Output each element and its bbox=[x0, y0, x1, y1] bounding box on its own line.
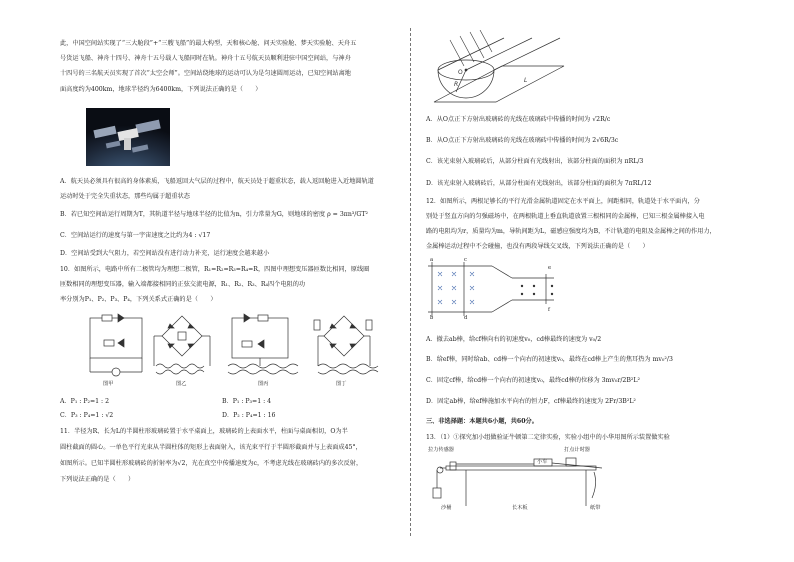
q9-option-a-1: A．航天员必须具有很高的身体素质，飞船返回大气层的过程中，航天员处于超重状态，载人返回舱进入近地圆轨道 bbox=[60, 178, 374, 185]
q9-intro-line-1: 此，中国空间站实现了“三大舱段”+“三艘飞船”的最大构型，天和核心舱、问天实验舱、梦天实验舱、天舟五 bbox=[60, 40, 357, 47]
q11-option-a: A．从O点正下方射出玻璃砖的光线在玻璃砖中传播的时间为 √2R/c bbox=[426, 116, 611, 123]
circuit-diagrams bbox=[82, 310, 396, 392]
column-divider bbox=[410, 28, 411, 536]
q11-option-c: C．该光束射入玻璃砖后，从部分柱面有光线射出，该部分柱面的面积为 πRL/3 bbox=[426, 158, 644, 165]
rail-label-d: d bbox=[464, 315, 468, 321]
q10-option-d: D．P₂ : P₄=1 : 16 bbox=[222, 412, 276, 419]
q12-line-2: 别处于竖直方向的匀强磁场中，在两根轨道上垂直轨道放置三根相同的金属棒，已知三根金属棒接入电 bbox=[426, 213, 705, 220]
q11-line-1: 11．半径为R、长为L的半圆柱形玻璃砖置于水平桌面上，玻璃砖的上表面水平，柱面与桌面相切，O为半 bbox=[60, 428, 348, 435]
label-force-sensor: 拉力传感器 bbox=[428, 447, 454, 453]
q9-option-c: C．空间站运行的速度与第一宇宙速度之比约为4 : √17 bbox=[60, 232, 211, 239]
q12-option-a: A．撤去ab棒，给cf棒向右的初速度v₀，cd棒最终的速度为 v₀/2 bbox=[426, 336, 602, 343]
half-cylinder-figure bbox=[428, 30, 568, 108]
label-cart: 小车 bbox=[537, 459, 548, 465]
q11-option-b: B．从O点正下方射出玻璃砖的光线在玻璃砖中传播的时间为 2√6R/3c bbox=[426, 137, 619, 144]
circuit-jia bbox=[90, 314, 142, 376]
q11-line-4: 下列说法正确的是（ ） bbox=[60, 476, 135, 483]
q10-line-3: 率分别为P₁、P₂、P₃、P₄，下列关系式正确的是（ ） bbox=[60, 296, 217, 303]
q9-option-d: D．空间站受到大气阻力，若空间站没有进行动力补充，运行速度会越来越小 bbox=[60, 250, 270, 257]
svg-text:O: O bbox=[458, 69, 463, 76]
section-title: 三、非选择题：本题共6小题，共60分。 bbox=[426, 418, 538, 425]
rail-label-f: f bbox=[548, 307, 550, 313]
q12-line-3: 路的电阻均为r，质量均为m，导轨间距为L，磁感应强度均为B，不计轨道的电阻及金属棒之间的作用力， bbox=[426, 228, 716, 235]
q12-option-d: D．固定ab棒，给ef棒施加水平向右的恒力F，cf棒最终的速度为 2Fr/3B²L² bbox=[426, 398, 636, 405]
q13-line-1: 13．（1）①探究加小组做验证牛顿第二定律实验，实验小组中的小华用图所示装置做实验 bbox=[426, 434, 670, 441]
q9-option-a-2: 运动时处于完全失重状态，那些均属于超重状态 bbox=[60, 193, 190, 200]
q11-line-3: 如图所示。已知半圆柱形玻璃砖的折射率为√2，光在真空中传播速度为c，不考虑光线在玻璃砖内的多次反射， bbox=[60, 460, 363, 467]
circuit-label-jia: 图甲 bbox=[103, 381, 114, 387]
rail-label-e: e bbox=[548, 265, 552, 271]
q9-intro-line-4: 面高度约为400km，地球半径约为6400km，下列说法正确的是（ ） bbox=[60, 86, 262, 93]
q12-option-c: C．固定cf棒，给cd棒一个向右的初速度v₀，最终cd棒的位移为 3mv₀r/2B²L² bbox=[426, 377, 640, 384]
q12-line-1: 12．如图所示，两根足够长的平行光滑金属轨道固定在水平面上，间距相同，轨道处于水平面内，分 bbox=[426, 198, 700, 205]
q11-option-d: D．该光束射入玻璃砖后，从部分柱面有光线射出，该部分柱面的面积为 7πRL/12 bbox=[426, 180, 652, 187]
circuit-ding bbox=[314, 316, 378, 374]
q12-option-b: B．给ef棒，同时给ab、cd棒一个向右的初速度v₀，最终在cd棒上产生的焦耳热为 mv₀²/3 bbox=[426, 356, 673, 363]
rail-label-a: a bbox=[430, 257, 434, 263]
circuit-yi bbox=[154, 316, 210, 374]
q10-option-b: B．P₁ : P₃=1 : 4 bbox=[222, 398, 272, 405]
rails-figure bbox=[422, 256, 562, 322]
q10-option-c: C．P₃ : P₄=1 : √2 bbox=[60, 412, 114, 419]
q9-option-b: B．若已知空间站运行周期为T，其轨道半径与地球半径的比值为n，引力常量为G，则地球的密度 ρ = 3πn³/GT² bbox=[60, 211, 368, 218]
q10-line-2: 匝数相同的理想变压器，输入端都接相同的正弦交流电源，R₁、R₂、R₃、R₄四个电阻的功 bbox=[60, 281, 306, 288]
label-paper-tape: 纸带 bbox=[590, 505, 601, 511]
circuit-label-ding: 图丁 bbox=[336, 381, 347, 387]
q9-intro-line-2: 号货运飞船、神舟十四号、神舟十五号载人飞船同时在轨。神舟十五号航天员顺利进驻中国空间站，与神舟 bbox=[60, 55, 351, 62]
svg-text:R: R bbox=[454, 81, 459, 88]
q12-line-4: 金属棒运动过程中不会碰撞，也没有两段导线交叉线，下列说法正确的是（ ） bbox=[426, 243, 649, 250]
label-timer: 打点计时器 bbox=[564, 447, 590, 453]
q9-intro-line-3: 十四号的三名航天员实现了首次“太空会师”。空间站绕地球的运动可认为是匀速圆周运动，已知空间站离地 bbox=[60, 70, 351, 77]
circuit-label-bing: 图丙 bbox=[258, 381, 269, 387]
circuit-bing bbox=[228, 314, 298, 374]
q11-line-2: 圆柱截面的圆心。一单色平行光束从半圆柱体的矩形上表面射入，该光束平行于半圆形截面并与上表面成45°， bbox=[60, 444, 362, 451]
svg-text:L: L bbox=[524, 77, 528, 84]
circuit-label-yi: 图乙 bbox=[176, 381, 187, 387]
q10-line-1: 10．如图所示，电路中所有二极管均为理想二极管，R₁=R₂=R₃=R₄=R，四图中理想变压器匝数比相同，原线圈 bbox=[60, 266, 370, 273]
q10-option-a: A．P₁ : P₂=1 : 2 bbox=[60, 398, 110, 405]
rail-label-b: b bbox=[430, 315, 434, 321]
rail-label-c: c bbox=[464, 257, 467, 263]
space-station-photo bbox=[86, 108, 170, 166]
label-sand-bucket: 沙桶 bbox=[441, 505, 452, 511]
label-long-board: 长木板 bbox=[512, 505, 528, 511]
